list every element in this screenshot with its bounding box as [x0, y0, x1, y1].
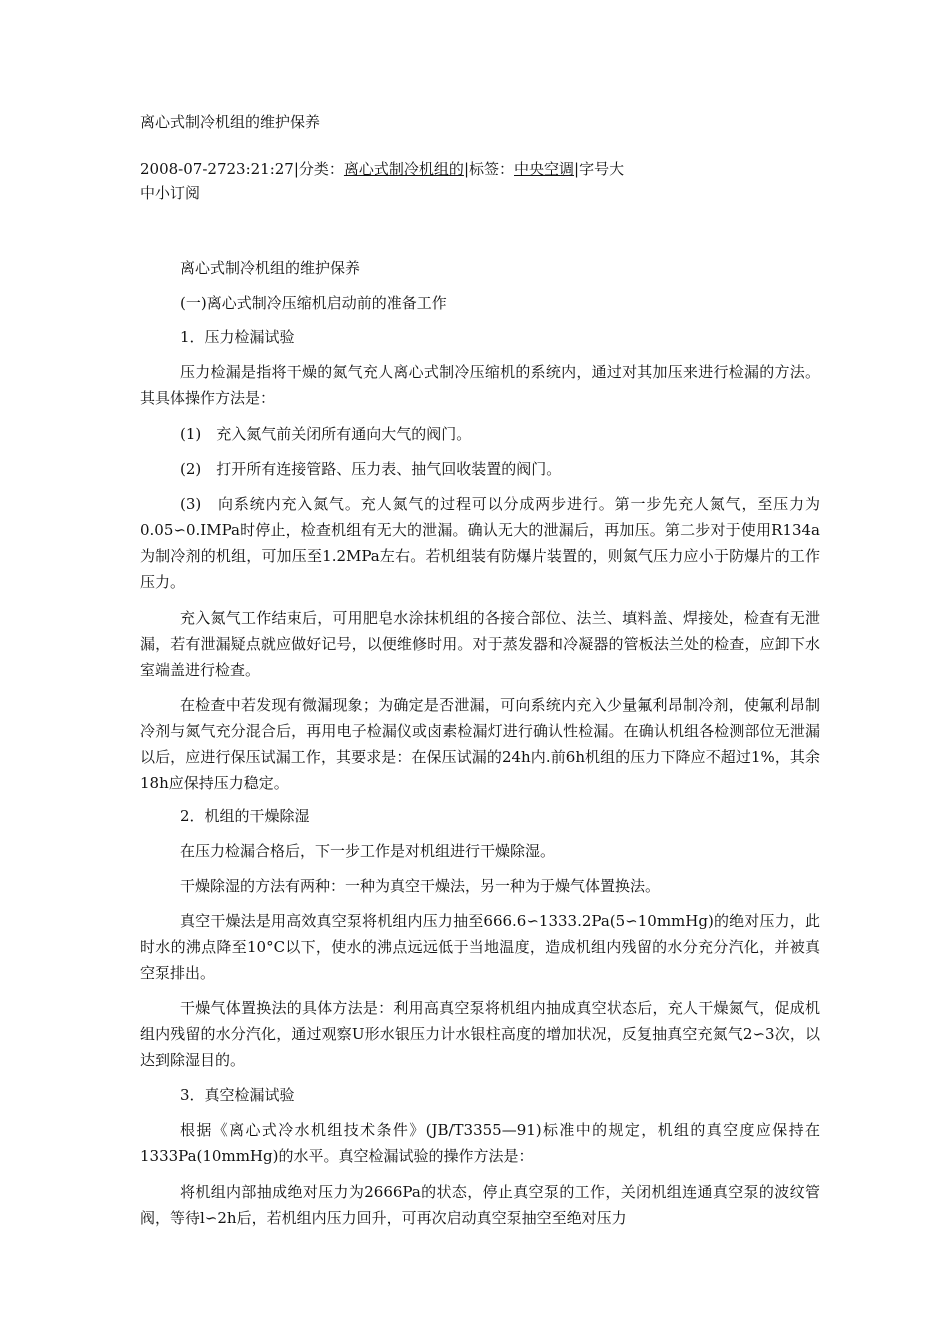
list-item: (2) 打开所有连接管路、压力表、抽气回收装置的阀门。 — [180, 460, 562, 478]
list-item: (3) 向系统内充入氮气。充人氮气的过程可以分成两步进行。第一步先充人氮气，至压力为0.05∽0.IMPa时停止，检查机组有无大的泄漏。确认无大的泄漏后，再加压。第二步对于使用R134a为制冷剂的机组，可加压至1.2MPa左右。若机组装有防爆片装置的，则氮气压力应小于防爆片的工作压力。 — [140, 495, 820, 591]
subsection-heading: 1．压力检漏试验 — [180, 328, 295, 346]
post-meta — [140, 157, 700, 205]
meta-separator: |分类： — [293, 160, 344, 178]
category-link[interactable]: 离心式制冷机组的 — [343, 160, 464, 178]
paragraph: 在检查中若发现有微漏现象；为确定是否泄漏，可向系统内充入少量氟利昂制冷剂，使氟利昂制冷剂与氮气充分混合后，再用电子检漏仪或卤素检漏灯进行确认性检漏。在确认机组各检测部位无泄漏以后，应进行保压试漏工作，其要求是：在保压试漏的24h内.前6h机组的压力下降应不超过1%，其余18h应保持压力稳定。 — [140, 696, 820, 792]
paragraph: 将机组内部抽成绝对压力为2666Pa的状态，停止真空泵的工作，关闭机组连通真空泵的波纹管阀，等待l∽2h后，若机组内压力回升，可再次启动真空泵抽空至绝对压力 — [140, 1183, 820, 1227]
paragraph: 干燥气体置换法的具体方法是：利用高真空泵将机组内抽成真空状态后，充人干燥氮气，促成机组内残留的水分汽化，通过观察U形水银压力计水银柱高度的增加状况，反复抽真空充氮气2∽3次，以达到除湿目的。 — [140, 999, 820, 1069]
tag-link[interactable]: 中央空调 — [514, 160, 575, 178]
article-heading: 离心式制冷机组的维护保养 — [180, 259, 361, 277]
subsection-heading: 3．真空检漏试验 — [180, 1086, 295, 1104]
paragraph: 真空干燥法是用高效真空泵将机组内压力抽至666.6∽1333.2Pa(5∽10mmHg)的绝对压力，此时水的沸点降至10°C以下，使水的沸点远远低于当地温度，造成机组内残留的水分充分汽化，并被真空泵排出。 — [140, 912, 820, 982]
meta-separator: |字号大 — [574, 160, 625, 178]
section-heading: (一)离心式制冷压缩机启动前的准备工作 — [180, 294, 447, 312]
subsection-heading: 2．机组的干燥除湿 — [180, 807, 310, 825]
page-title: 离心式制冷机组的维护保养 — [140, 113, 321, 131]
list-item: (1) 充入氮气前关闭所有通向大气的阀门。 — [180, 425, 472, 443]
paragraph: 在压力检漏合格后，下一步工作是对机组进行干燥除湿。 — [180, 842, 556, 860]
font-size-subscribe-options[interactable]: 中小订阅 — [140, 184, 201, 202]
paragraph: 根据《离心式冷水机组技术条件》(JB/T3355—91)标准中的规定，机组的真空度应保持在1333Pa(10mmHg)的水平。真空检漏试验的操作方法是： — [140, 1121, 820, 1165]
paragraph: 压力检漏是指将干燥的氮气充人离心式制冷压缩机的系统内，通过对其加压来进行检漏的方法。其具体操作方法是： — [140, 363, 820, 407]
meta-separator: |标签： — [463, 160, 514, 178]
paragraph: 干燥除湿的方法有两种：一种为真空干燥法，另一种为于燥气体置换法。 — [180, 877, 661, 895]
post-timestamp: 2008-07-2723:21:27 — [140, 160, 294, 178]
paragraph: 充入氮气工作结束后，可用肥皂水涂抹机组的各接合部位、法兰、填料盖、焊接处，检查有无泄漏，若有泄漏疑点就应做好记号，以便维修时用。对于蒸发器和冷凝器的管板法兰处的检查，应卸下水室端盖进行检查。 — [140, 609, 820, 679]
